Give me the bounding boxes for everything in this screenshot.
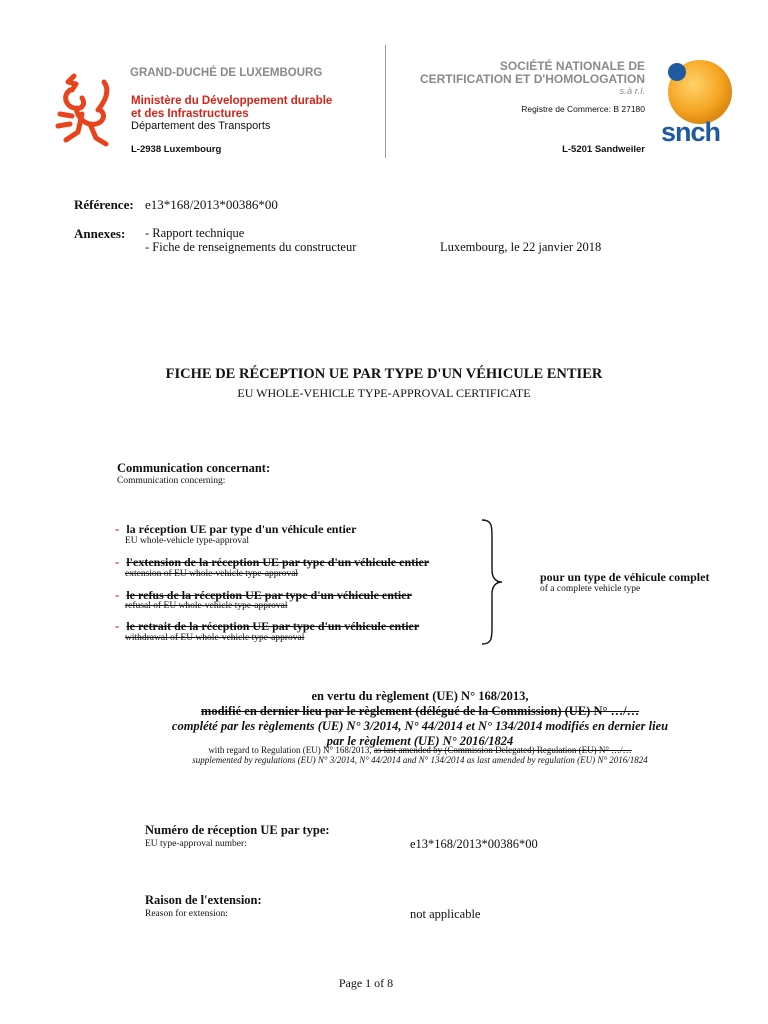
- regulation-en-part: with regard to Regulation (EU) N° 168/2013,: [208, 745, 372, 755]
- ministry-line2: et des Infrastructures: [131, 108, 249, 120]
- extension-reason-label-en: Reason for extension:: [145, 909, 228, 919]
- option-text-fr: le refus de la réception UE par type d'un véhicule entier: [126, 588, 412, 602]
- annex-item: - Fiche de renseignements du constructeur: [145, 240, 357, 254]
- options-brace: [478, 518, 508, 646]
- org-address: L-5201 Sandweiler: [562, 144, 645, 155]
- regulation-en-line1: [0, 745, 768, 755]
- option-text-en: extension of EU whole-vehicle type-approval: [125, 569, 299, 579]
- reference-label: Référence:: [74, 197, 134, 212]
- option-text-fr: la réception UE par type d'un véhicule entier: [126, 522, 357, 536]
- snch-logo-text: snch: [661, 117, 721, 147]
- regulation-line2: modifié en dernier lieu par le règlement (délégué de la Commission) (UE) N° …/…: [200, 704, 640, 718]
- approval-number-label-fr: Numéro de réception UE par type:: [145, 823, 330, 837]
- department-name: Département des Transports: [131, 120, 271, 132]
- luxembourg-lion-logo: [52, 70, 116, 150]
- option-bullet: -: [115, 554, 120, 569]
- option-text-en: EU whole-vehicle type-approval: [125, 536, 249, 546]
- org-name-line2: CERTIFICATION ET D'HOMOLOGATION: [419, 72, 645, 86]
- regulation-en-line2: supplemented by regulations (EU) N° 3/2014, N° 44/2014 and N° 134/2014 as last amended by regulation (EU) N° 2016/1824: [192, 755, 648, 765]
- approval-number-value: e13*168/2013*00386*00: [410, 837, 538, 851]
- org-name-line1: SOCIÉTÉ NATIONALE DE: [499, 59, 645, 73]
- extension-reason-value: not applicable: [410, 907, 481, 921]
- option-text-en: withdrawal of EU whole-vehicle type-approval: [125, 633, 305, 643]
- approval-number-label-en: EU type-approval number:: [145, 839, 247, 849]
- regulation-line1: en vertu du règlement (UE) N° 168/2013,: [311, 689, 529, 703]
- reference-value: e13*168/2013*00386*00: [145, 197, 278, 212]
- regulation-line4: par le règlement (UE) N° 2016/1824: [326, 734, 514, 748]
- place-date: Luxembourg, le 22 janvier 2018: [440, 240, 602, 254]
- ministry-line1: Ministère du Développement durable: [131, 95, 333, 107]
- option-bullet: -: [115, 587, 120, 602]
- option-bullet: -: [115, 521, 120, 536]
- extension-reason-label-fr: Raison de l'extension:: [145, 893, 262, 907]
- annex-item: - Rapport technique: [145, 226, 245, 240]
- communication-label-fr: Communication concernant:: [117, 461, 271, 475]
- regulation-en-struck-part: as last amended by (Commission Delegated) Regulation (EU) N° …/…: [373, 745, 632, 755]
- regulation-line3: complété par les règlements (UE) N° 3/2014, N° 44/2014 et N° 134/2014 modifiés en dernier lieu: [171, 719, 669, 733]
- vehicle-type-fr: pour un type de véhicule complet: [540, 570, 710, 584]
- country-name: GRAND-DUCHÉ DE LUXEMBOURG: [130, 67, 323, 79]
- vehicle-type-en: of a complete vehicle type: [540, 584, 641, 594]
- communication-label-en: Communication concerning:: [117, 476, 226, 486]
- annexes-label: Annexes:: [74, 226, 126, 241]
- document-title-en: EU WHOLE-VEHICLE TYPE-APPROVAL CERTIFICATE: [237, 386, 531, 400]
- option-text-fr: l'extension de la réception UE par type d'un véhicule entier: [126, 555, 430, 569]
- header-divider: [385, 45, 386, 158]
- option-text-fr: le retrait de la réception UE par type d'un véhicule entier: [126, 619, 420, 633]
- option-text-en: refusal of EU whole-vehicle type-approval: [125, 601, 288, 611]
- option-bullet: -: [115, 618, 120, 633]
- document-title-fr: FICHE DE RÉCEPTION UE PAR TYPE D'UN VÉHICULE ENTIER: [165, 366, 603, 382]
- org-legal-form: s.à r.l.: [619, 86, 645, 97]
- ministry-address: L-2938 Luxembourg: [131, 144, 222, 155]
- page-number: Page 1 of 8: [338, 976, 394, 990]
- registry-number: Registre de Commerce: B 27180: [521, 104, 645, 114]
